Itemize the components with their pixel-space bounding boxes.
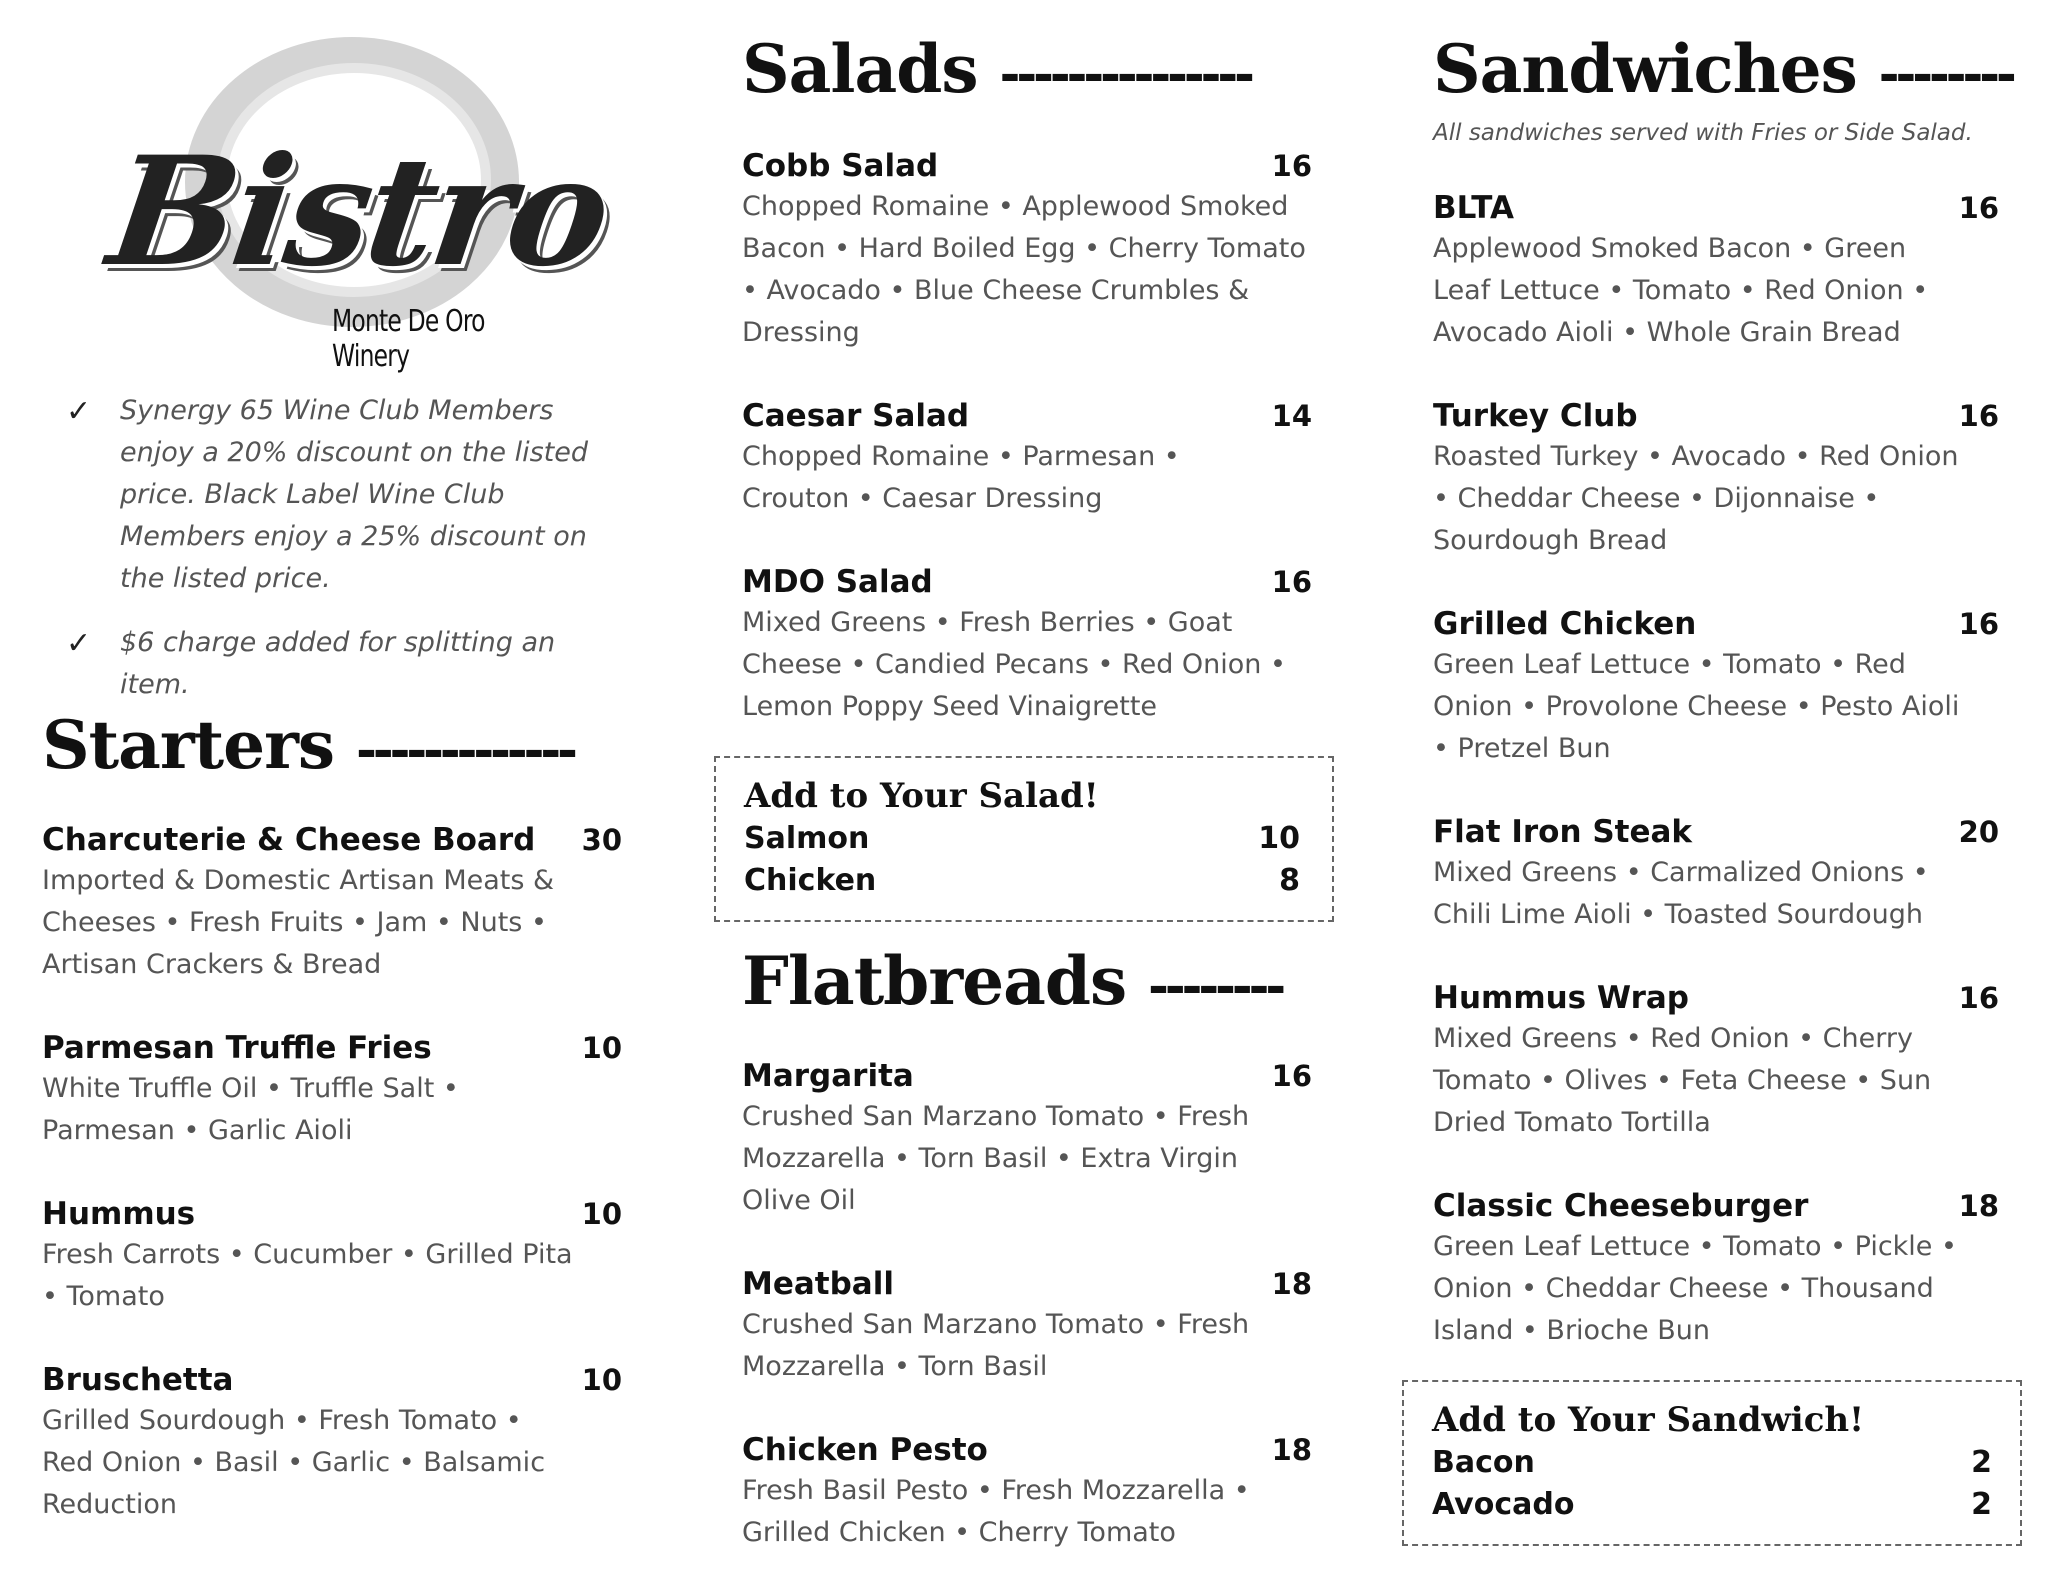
- logo-subtitle: Monte De Oro Winery: [332, 304, 485, 374]
- addon-row: [744, 818, 1308, 860]
- item-price: 16: [1958, 607, 1999, 641]
- menu-item: [42, 1196, 622, 1318]
- menu-item: [742, 1432, 1312, 1554]
- item-name: Meatball: [742, 1266, 894, 1302]
- item-name: BLTA: [1433, 190, 1514, 226]
- dashed-rule: --------: [1148, 958, 1283, 1016]
- menu-item: [742, 1058, 1312, 1222]
- item-name: Hummus Wrap: [1433, 980, 1689, 1016]
- section-title: Salads: [742, 30, 978, 108]
- item-description: Crushed San Marzano Tomato • Fresh Mozzarella • Torn Basil • Extra Virgin Olive Oil: [742, 1101, 1250, 1216]
- addon-row: [1432, 1442, 1996, 1484]
- item-description: Imported & Domestic Artisan Meats & Cheeses • Fresh Fruits • Jam • Nuts • Artisan Crackers & Bread: [42, 865, 555, 980]
- item-price: 18: [1958, 1189, 1999, 1223]
- menu-item: [42, 1030, 622, 1152]
- addon-title: Add to Your Salad!: [744, 776, 1099, 816]
- logo-wordmark: Bistro: [99, 124, 617, 300]
- note-item: [66, 390, 626, 600]
- item-price: 16: [1958, 981, 1999, 1015]
- section-header-flatbreads: [742, 942, 1282, 1020]
- menu-item: [742, 1266, 1312, 1388]
- addon-price: 2: [1971, 1445, 1992, 1480]
- item-name: Chicken Pesto: [742, 1432, 988, 1468]
- item-price: 10: [581, 1363, 622, 1397]
- section-title: Sandwiches: [1433, 30, 1857, 108]
- note-text: Synergy 65 Wine Club Members enjoy a 20% discount on the listed price. Black Label Wine Club Members enjoy a 25% discount on the listed price.: [120, 395, 589, 594]
- item-description: Mixed Greens • Red Onion • Cherry Tomato • Olives • Feta Cheese • Sun Dried Tomato Tortilla: [1433, 1023, 1932, 1138]
- item-name: Charcuterie & Cheese Board: [42, 822, 536, 858]
- item-name: Cobb Salad: [742, 148, 939, 184]
- item-description: Fresh Basil Pesto • Fresh Mozzarella • Grilled Chicken • Cherry Tomato: [742, 1475, 1250, 1548]
- item-price: 16: [1958, 191, 1999, 225]
- item-price: 18: [1271, 1433, 1312, 1467]
- item-description: Fresh Carrots • Cucumber • Grilled Pita • Tomato: [42, 1239, 573, 1312]
- item-description: Mixed Greens • Carmalized Onions • Chili Lime Aioli • Toasted Sourdough: [1433, 857, 1929, 930]
- dashed-rule: --------: [1878, 46, 2013, 104]
- menu-item: [742, 564, 1312, 728]
- check-icon: ✓: [66, 626, 92, 661]
- section-title: Starters: [42, 706, 335, 784]
- menu-item: [1433, 980, 1999, 1144]
- menu-item: [1433, 606, 1999, 770]
- item-name: MDO Salad: [742, 564, 933, 600]
- addon-price: 2: [1971, 1487, 1992, 1522]
- item-name: Grilled Chicken: [1433, 606, 1697, 642]
- item-price: 16: [1271, 565, 1312, 599]
- item-price: 20: [1958, 815, 1999, 849]
- item-description: Chopped Romaine • Parmesan • Crouton • Caesar Dressing: [742, 441, 1180, 514]
- addon-price: 8: [1279, 863, 1300, 898]
- addon-name: Bacon: [1432, 1445, 1535, 1480]
- item-price: 30: [581, 823, 622, 857]
- addon-title: Add to Your Sandwich!: [1432, 1400, 1865, 1440]
- addon-price: 10: [1258, 821, 1300, 856]
- check-icon: ✓: [66, 394, 92, 429]
- addon-name: Salmon: [744, 821, 870, 856]
- section-header-salads: [742, 30, 1251, 108]
- item-description: Mixed Greens • Fresh Berries • Goat Cheese • Candied Pecans • Red Onion • Lemon Poppy Seed Vinaigrette: [742, 607, 1286, 722]
- addon-box-sandwich: [1402, 1380, 2022, 1546]
- item-name: Flat Iron Steak: [1433, 814, 1693, 850]
- item-description: Applewood Smoked Bacon • Green Leaf Lettuce • Tomato • Red Onion • Avocado Aioli • Whole Grain Bread: [1433, 233, 1929, 348]
- item-name: Margarita: [742, 1058, 914, 1094]
- item-price: 16: [1958, 399, 1999, 433]
- item-name: Caesar Salad: [742, 398, 970, 434]
- item-price: 16: [1271, 1059, 1312, 1093]
- addon-name: Avocado: [1432, 1487, 1575, 1522]
- discount-notes: [66, 390, 626, 728]
- item-description: White Truffle Oil • Truffle Salt • Parmesan • Garlic Aioli: [42, 1073, 459, 1146]
- item-name: Classic Cheeseburger: [1433, 1188, 1809, 1224]
- menu-item: [742, 398, 1312, 520]
- item-name: Hummus: [42, 1196, 196, 1232]
- menu-item: [42, 822, 622, 986]
- item-description: Roasted Turkey • Avocado • Red Onion • Cheddar Cheese • Dijonnaise • Sourdough Bread: [1433, 441, 1959, 556]
- item-name: Turkey Club: [1433, 398, 1638, 434]
- dashed-rule: -------------: [356, 722, 574, 780]
- item-price: 14: [1271, 399, 1312, 433]
- bistro-logo: [72, 32, 617, 374]
- note-text: $6 charge added for splitting an item.: [120, 627, 556, 700]
- section-header-starters: [42, 706, 574, 784]
- menu-item: [1433, 190, 1999, 354]
- item-description: Green Leaf Lettuce • Tomato • Pickle • Onion • Cheddar Cheese • Thousand Island • Brioche Bun: [1433, 1231, 1957, 1346]
- addon-row: [1432, 1484, 1996, 1526]
- item-name: Parmesan Truffle Fries: [42, 1030, 432, 1066]
- item-name: Bruschetta: [42, 1362, 234, 1398]
- section-title: Flatbreads: [742, 942, 1127, 1020]
- item-description: Green Leaf Lettuce • Tomato • Red Onion • Provolone Cheese • Pesto Aioli • Pretzel Bun: [1433, 649, 1960, 764]
- item-description: Chopped Romaine • Applewood Smoked Bacon • Hard Boiled Egg • Cherry Tomato • Avocado • Blue Cheese Crumbles & Dressing: [742, 191, 1306, 348]
- item-price: 10: [581, 1031, 622, 1065]
- menu-item: [42, 1362, 622, 1526]
- note-item: [66, 622, 626, 706]
- menu-item: [1433, 1188, 1999, 1352]
- item-description: Crushed San Marzano Tomato • Fresh Mozzarella • Torn Basil: [742, 1309, 1250, 1382]
- menu-item: [1433, 398, 1999, 562]
- section-header-sandwiches: [1433, 30, 2013, 108]
- item-price: 16: [1271, 149, 1312, 183]
- menu-item: [1433, 814, 1999, 936]
- item-price: 18: [1271, 1267, 1312, 1301]
- addon-box-salad: [714, 756, 1334, 922]
- menu-item: [742, 148, 1312, 354]
- section-subtitle: All sandwiches served with Fries or Side Salad.: [1433, 120, 1973, 146]
- addon-name: Chicken: [744, 863, 877, 898]
- dashed-rule: ---------------: [999, 46, 1251, 104]
- addon-row: [744, 860, 1308, 902]
- item-description: Grilled Sourdough • Fresh Tomato • Red Onion • Basil • Garlic • Balsamic Reduction: [42, 1405, 546, 1520]
- item-price: 10: [581, 1197, 622, 1231]
